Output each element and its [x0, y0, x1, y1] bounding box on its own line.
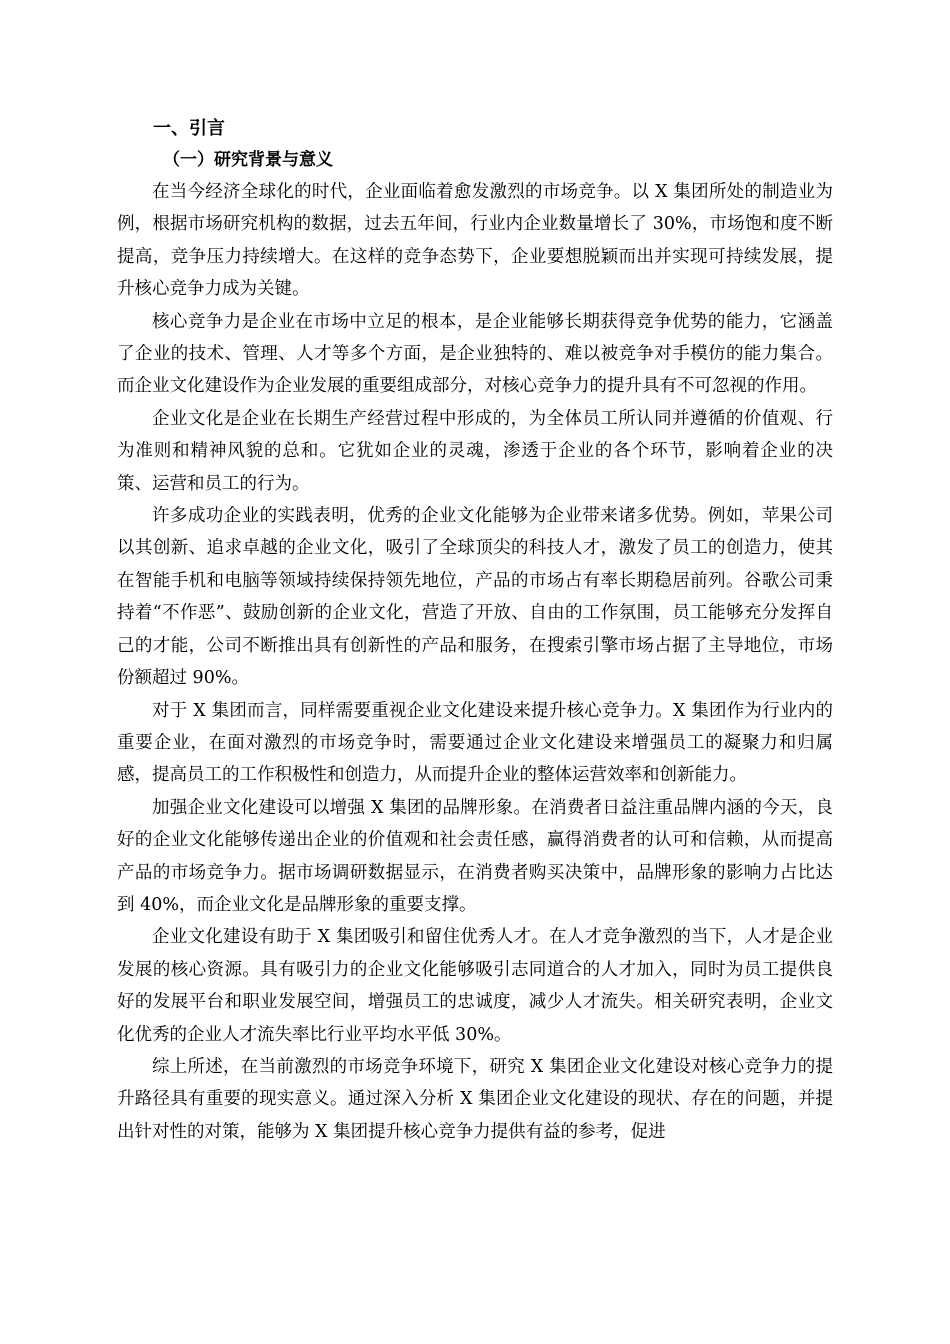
paragraph-3: 企业文化是企业在长期生产经营过程中形成的，为全体员工所认同并遵循的价值观、行为准则和精神风貌的总和。它犹如企业的灵魂，渗透于企业的各个环节，影响着企业的决策、运营和员工的行为。 [117, 408, 833, 494]
paragraph-5: 对于 X 集团而言，同样需要重视企业文化建设来提升核心竞争力。X 集团作为行业内的重要企业，在面对激烈的市场竞争时，需要通过企业文化建设来增强员工的凝聚力和归属感，提高员工的工作积极性和创造力，从而提升企业的整体运营效率和创新能力。 [117, 700, 833, 786]
document-body [117, 114, 833, 1148]
paragraph-2: 核心竞争力是企业在市场中立足的根本，是企业能够长期获得竞争优势的能力，它涵盖了企业的技术、管理、人才等多个方面，是企业独特的、难以被竞争对手模仿的能力集合。而企业文化建设作为企业发展的重要组成部分，对核心竞争力的提升具有不可忽视的作用。 [117, 311, 833, 397]
paragraph-8: 综上所述，在当前激烈的市场竞争环境下，研究 X 集团企业文化建设对核心竞争力的提升路径具有重要的现实意义。通过深入分析 X 集团企业文化建设的现状、存在的问题，并提出针对性的对策，能够为 X 集团提升核心竞争力提供有益的参考，促进 [117, 1056, 833, 1142]
subsection-title: （一）研究背景与意义 [163, 150, 333, 170]
paragraph-1: 在当今经济全球化的时代，企业面临着愈发激烈的市场竞争。以 X 集团所处的制造业为例，根据市场研究机构的数据，过去五年间，行业内企业数量增长了 30%，市场饱和度不断提高，竞争压力持续增大。在这样的竞争态势下，企业要想脱颖而出并实现可持续发展，提升核心竞争力成为关键。 [117, 182, 833, 300]
section-title: 一、引言 [153, 118, 225, 139]
paragraph-6: 加强企业文化建设可以增强 X 集团的品牌形象。在消费者日益注重品牌内涵的今天，良好的企业文化能够传递出企业的价值观和社会责任感，赢得消费者的认可和信赖，从而提高产品的市场竞争力。据市场调研数据显示，在消费者购买决策中，品牌形象的影响力占比达到 40%，而企业文化是品牌形象的重要支撑。 [117, 797, 833, 915]
paragraph-4: 许多成功企业的实践表明，优秀的企业文化能够为企业带来诸多优势。例如，苹果公司以其创新、追求卓越的企业文化，吸引了全球顶尖的科技人才，激发了员工的创造力，使其在智能手机和电脑等领域持续保持领先地位，产品的市场占有率长期稳居前列。谷歌公司秉持着“不作恶”、鼓励创新的企业文化，营造了开放、自由的工作氛围，员工能够充分发挥自己的才能，公司不断推出具有创新性的产品和服务，在搜索引擎市场占据了主导地位，市场份额超过 90%。 [117, 506, 833, 689]
paragraph-7: 企业文化建设有助于 X 集团吸引和留住优秀人才。在人才竞争激烈的当下，人才是企业发展的核心资源。具有吸引力的企业文化能够吸引志同道合的人才加入，同时为员工提供良好的发展平台和职业发展空间，增强员工的忠诚度，减少人才流失。相关研究表明，企业文化优秀的企业人才流失率比行业平均水平低 30%。 [117, 927, 833, 1045]
